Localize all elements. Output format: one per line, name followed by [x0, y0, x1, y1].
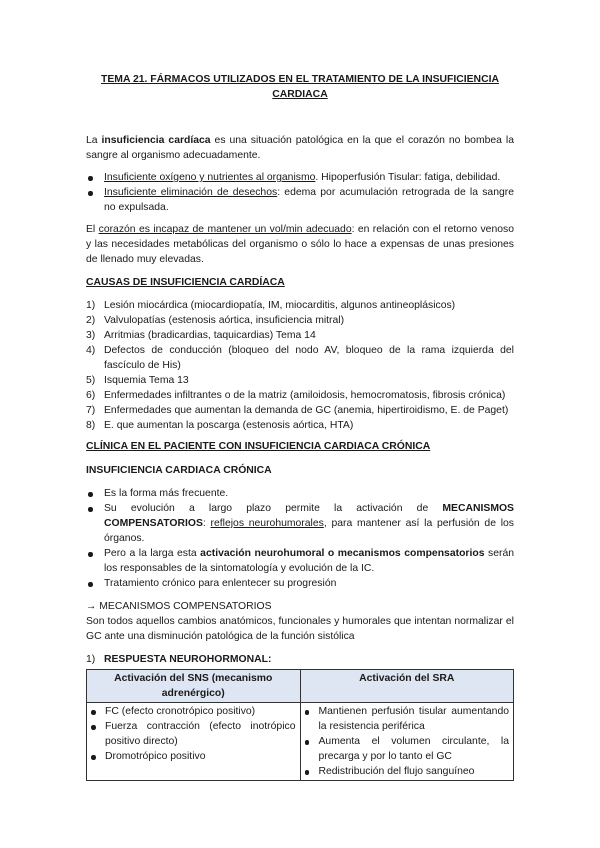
table-header-sra: Activación del SRA [300, 670, 514, 703]
list-item: 1) Lesión miocárdica (miocardiopatía, IM, miocarditis, algunos antineoplásicos) [86, 300, 456, 311]
mechanisms-heading: → MECANISMOS COMPENSATORIOS [86, 601, 272, 612]
list-item: Insuficiente oxígeno y nutrientes al organismo. Hipoperfusión Tisular: fatiga, debilidad. [86, 170, 514, 185]
title-line-2: CARDIACA [272, 89, 328, 100]
bullet-icon [91, 710, 96, 715]
bullet-icon [88, 552, 93, 557]
document-page [86, 72, 514, 781]
table-row [87, 703, 514, 781]
bullet-icon [88, 507, 93, 512]
intro-bold-term: insuficiencia cardíaca [101, 135, 211, 146]
chronic-bullet-list [86, 486, 514, 591]
list-item: Mantienen perfusión tisular aumentando la resistencia periférica [305, 704, 510, 734]
table-header-row [87, 670, 514, 703]
mechanisms-text: Son todos aquellos cambios anatómicos, funcionales y humorales que intentan normalizar el GC ante una disminución patológica de la función sistólica [86, 616, 514, 642]
list-item: 6) Enfermedades infiltrantes o de la matriz (amiloidosis, hemocromatosis, fibrosis crónica) [86, 390, 506, 401]
causes-list [86, 298, 514, 433]
title-line-1: TEMA 21. FÁRMACOS UTILIZADOS EN EL TRATAMIENTO DE LA INSUFICIENCIA [101, 74, 499, 85]
list-item: 7) Enfermedades que aumentan la demanda de GC (anemia, hipertiroidismo, E. de Paget) [86, 405, 509, 416]
table-cell-sra [300, 703, 514, 781]
intro-paragraph [86, 133, 514, 163]
list-item: Su evolución a largo plazo permite la activación de MECANISMOS COMPENSATORIOS: reflejos neurohumorales, para mantener así la perfusión de los órganos. [86, 501, 514, 546]
bullet-icon [88, 492, 93, 497]
bullet-icon [305, 710, 310, 715]
list-item: 2) Valvulopatías (estenosis aórtica, insuficiencia mitral) [86, 315, 345, 326]
bullet-icon [305, 740, 310, 745]
table-header-sns: Activación del SNS (mecanismo adrenérgico) [87, 670, 301, 703]
list-item: Fuerza contracción (efecto inotrópico positivo directo) [91, 719, 296, 749]
neurohormonal-heading: 1) RESPUESTA NEUROHORMONAL: [86, 654, 272, 665]
list-item: Redistribución del flujo sanguíneo [305, 764, 510, 779]
list-item: Tratamiento crónico para enlentecer su progresión [86, 576, 514, 591]
bullet-icon [91, 755, 96, 760]
list-item: Es la forma más frecuente. [86, 486, 514, 501]
intro-post: es una situación patológica en la que el corazón no bombea la sangre al organismo adecuadamente. [86, 135, 514, 161]
table-cell-sns [87, 703, 301, 781]
list-item: 4) Defectos de conducción (bloqueo del nodo AV, bloqueo de la rama izquierda del fascículo de His) [86, 345, 514, 371]
document-title [86, 72, 514, 102]
list-item: 8) E. que aumentan la poscarga (estenosis aórtica, HTA) [86, 420, 354, 431]
list-item: FC (efecto cronotrópico positivo) [91, 704, 296, 719]
bullet-icon [91, 725, 96, 730]
clinic-heading: CLÍNICA EN EL PACIENTE CON INSUFICIENCIA CARDIACA CRÓNICA [86, 441, 431, 452]
list-item: 5) Isquemia Tema 13 [86, 375, 189, 386]
intro-pre: La [86, 135, 102, 146]
list-item: 3) Arritmias (bradicardias, taquicardias) Tema 14 [86, 330, 316, 341]
bullet-icon [305, 770, 310, 775]
bullet-icon [88, 582, 93, 587]
bullet-icon [88, 176, 93, 181]
intro-bullet-list [86, 170, 514, 215]
bullet-icon [88, 191, 93, 196]
list-item: Aumenta el volumen circulante, la precarga y por lo tanto el GC [305, 734, 510, 764]
list-item: Pero a la larga esta activación neurohumoral o mecanismos compensatorios serán los responsables de la sintomatología y evolución de la IC. [86, 546, 514, 576]
neurohormonal-table [86, 669, 514, 781]
list-item: Dromotrópico positivo [91, 749, 296, 764]
causes-heading: CAUSAS DE INSUFICIENCIA CARDÍACA [86, 277, 285, 288]
paragraph-vol-min: El corazón es incapaz de mantener un vol/min adecuado: en relación con el retorno venoso y las necesidades metabólicas del organismo o sólo lo hace a expensas de unas presiones de llenado muy elevadas. [86, 224, 514, 265]
list-item: Insuficiente eliminación de desechos: edema por acumulación retrograda de la sangre no expulsada. [86, 185, 514, 215]
chronic-heading: INSUFICIENCIA CARDIACA CRÓNICA [86, 465, 272, 476]
